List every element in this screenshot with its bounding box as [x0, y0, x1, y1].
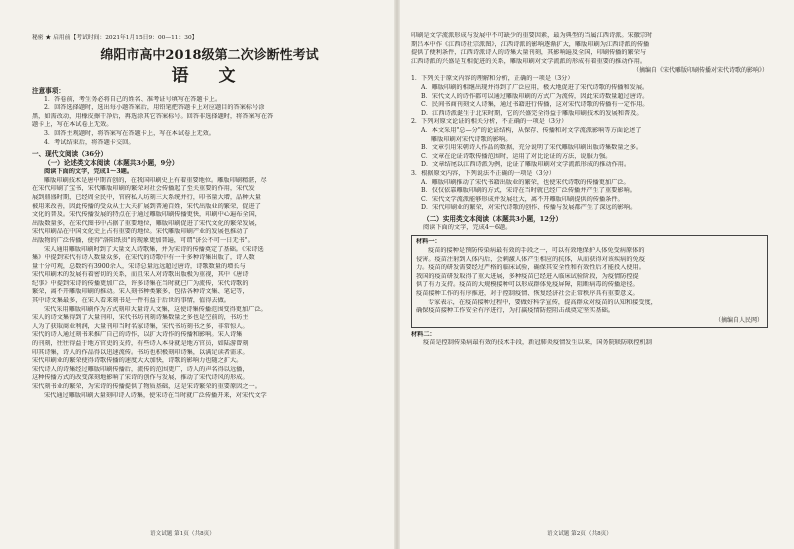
passage-line: 宋代的诗人通过刻书来推广自己的诗作，以扩大诗作的传播和影响。宋人诗集	[32, 331, 243, 339]
question-3	[411, 170, 768, 213]
passage-line: 被用来改善，因此传播的受众从士大夫扩展到普通百姓，宋代出版业的繁荣，促进了	[32, 202, 261, 210]
page-footer-right: 语文试题 第2页（共8页）	[547, 531, 612, 537]
passage-line: 印刷是文学流派形成与发展中不可缺少的重要因素，最为典型的当属江西诗派。宋徽宗时	[411, 32, 653, 39]
question-stem: 1．下列关于原文内容的理解和分析，正确的一项是（3分）	[411, 75, 574, 83]
question-option: B．宋代文人的诗作都可以通过雕版印刷的方式广为流传，因此宋诗数量超过唐诗。	[421, 92, 649, 100]
passage-line: 的刊刻，往往得益于地方官吏的支持，有些诗人本身就是地方官员，如陆游曾刻	[32, 340, 249, 348]
exam-title: 绵阳市高中2018级第二次诊断性考试	[100, 47, 319, 63]
question-option: A．本文采用"总—分"的论证结构，从保存、传播和对文学流派影响等方面论述了	[421, 126, 642, 134]
notes-item: 1．答卷前，考生务必将自己的姓名、准考证号填写在答题卡上。	[44, 95, 222, 103]
material-line: 确保疫苗接种工作安全有序进行，为打赢疫情防控阻击战奠定坚实基础。	[416, 307, 614, 315]
question-stem: 3．根据原文内容，下列说法不正确的一项是（3分）	[411, 169, 555, 177]
notes-item: 3．回答主观题时，将答案写在答题卡上，写在本试卷上无效。	[44, 129, 215, 137]
section2-instruction: 阅读下面的文字，完成4～6题。	[423, 223, 512, 231]
question-2	[411, 118, 768, 170]
question-option: D．宋代印刷业的繁荣，对宋代诗歌的创作、传播与发展都产生了深远的影响。	[421, 204, 637, 212]
passage-line: 其中诗文集最多，在宋人看来刻书是一件有益于后世的事情，值得去做。	[32, 297, 230, 305]
material-line: 疫苗接种工作的有序推进，对于控制疫情、恢复经济社会正常秩序具有重要意义。	[416, 290, 639, 298]
notes-list	[32, 96, 387, 148]
passage-line: 纪事》中提到宋诗的传播更加广泛，许多诗集在当时就已广为流传，宋代诗歌的	[32, 279, 249, 287]
passage-line: 人为了获取商业利润，大量刊印当时名家诗集，宋代书坊刻书之多，非常惊人。	[32, 322, 249, 330]
source-note: （摘编自人民网）	[714, 316, 763, 324]
question-option: C．文章在论证诗歌传播范围时，运用了对比论证的方法，说服力强。	[421, 152, 612, 160]
section1-instruction: 阅读下面的文字，完成1～3题。	[44, 168, 134, 176]
passage-line: 繁荣，离不开雕版印刷的推动。宋人刻书种类繁多，包括各种诗文集、笔记等，	[32, 288, 249, 296]
notes-item: 2．回答选择题时，选出每小题答案后，用铅笔把答题卡上对应题目的答案标号涂	[44, 104, 265, 112]
notes-heading: 注意事项：	[32, 86, 65, 95]
passage-continued	[411, 32, 768, 66]
material-line: 疫苗是控制传染病最有效的技术手段，新冠肺炎疫情发生以来，国务院联防联控机制	[423, 339, 652, 347]
notes-item: 4．考试结束后，将答题卡交回。	[44, 138, 135, 146]
page-footer-left: 语文试题 第1页（共8页）	[150, 531, 215, 537]
question-option: D．文章结尾以江西诗派为例，论证了雕版印刷对文学流派形成的推动作用。	[421, 161, 631, 169]
question-stem: 2．下列对原文论证的相关分析，不正确的一项是（3分）	[411, 118, 568, 126]
material-line: 专家表示，在疫苗接种过程中，要做好科学宣传，提高群众对疫苗的认知和接受度，	[428, 298, 657, 306]
notes-item: 题卡上，写在本试卷上无效。	[32, 121, 113, 129]
section1-heading: 一、现代文阅读（36分）	[32, 150, 108, 159]
material-line: 我国的疫苗研发取得了重大进展，多种疫苗已经进入临床试验阶段，为疫情防控提	[416, 272, 639, 280]
material-line: 侵害。疫苗注射到人体内后，会刺激人体产生相应的抗体，从而获得对该疾病的免疫	[416, 255, 645, 263]
material-line: 力。疫苗的研发需要经过严格的临床试验，确保其安全性和有效性后才能投入使用。	[416, 264, 645, 272]
passage-line: 出版物的广泛传播，使得"洛阳纸贵"的现象更加普遍，可谓"济公不可一日无书"。	[32, 236, 254, 244]
passage-line: 印其诗集，诗人的作品得以迅速流传。书坊也积极刻印诗集，以满足读者需求。	[32, 348, 249, 356]
question-option: B．仅仅依靠雕版印刷的方式，宋诗在当时就已经广泛传播并产生了重要影响。	[421, 187, 636, 195]
secret-label: 秘密 ★ 启用前【考试时间：2021年1月15日9：00—11：30】	[32, 35, 198, 41]
source-note: （摘编自《宋代雕版印刷传播对宋代诗歌的影响》）	[632, 67, 768, 75]
material-line: 供了有力支持。疫苗的大规模接种可以形成群体免疫屏障，阻断病毒的传播途径。	[416, 281, 639, 289]
passage-line: 在宋代印刷了宝书，宋代雕版印刷的繁荣对社会传播起了至关重要的作用，宋代发	[32, 185, 255, 193]
passage-line: 文化的普及。宋代传播发展的特点在于通过雕版印刷传播更快，印刷中心遍布全国，	[32, 211, 261, 219]
passage-body	[32, 177, 387, 400]
passage-line: 宋人通用雕版印刷时到了大量文人诗歌集，并为宋诗的传播奠定了基础。《宋诗选	[44, 245, 264, 253]
passage-line: 这种传播方式的改变深刻地影响了宋诗的创作与发展，推动了宋代诗风的形成。	[32, 374, 249, 382]
question-option: B．文章引用宋朝诗人作品的数据，充分说明了宋代雕版印刷出版诗集数量之多。	[421, 144, 643, 152]
passage-line: 宋代刻书业的繁荣，为宋诗的传播提供了物质基础，这是宋诗繁荣的重要原因之一。	[32, 383, 261, 390]
question-1	[411, 75, 768, 118]
passage-line: 宋代印刷业的繁荣使得诗歌传播的速度大大加快，诗歌的影响力也随之扩大。	[32, 357, 243, 365]
question-option: A．雕版印刷的相继出现并得到了广泛应用，极大地促进了宋代诗歌的传播和发展。	[421, 83, 649, 91]
passage-line: 展到鼎盛时期，已经周全民中，官府私人坊刻三大系统并行，印书量大增，品种大量	[32, 193, 261, 201]
question-option: C．宋代文学流派能够形成并发展壮大，离不开雕版印刷提供的传播条件。	[421, 195, 624, 203]
passage-line: 提供了便利条件，江西诗派诗人的诗集大量刊刻，其影响遍及全国，印刷传播的繁荣与	[411, 49, 647, 57]
question-option: D．江西诗派诞生于北宋时期，它的兴盛完全得益于雕版印刷技术的发展和普及。	[421, 109, 643, 117]
material-1-box	[411, 235, 768, 327]
passage-line: 宋代通过雕版印刷大量刻印诗人诗集，使宋诗在当时就广泛传播开来，对宋代文学	[44, 391, 267, 399]
section1-sub2: （二）实用类文本阅读（本题共3小题，12分）	[423, 214, 563, 223]
question-option: 雕版印刷对宋代诗歌的影响。	[431, 135, 512, 143]
notes-item: 黑，如需改动，用橡皮擦干净后，再选涂其它答案标号。回答非选择题时，将答案写在答	[32, 112, 274, 120]
question-option: C．民间书商刊刻文人诗集，通过书籍进行传播，这对宋代诗歌的传播有一定作用。	[421, 101, 649, 109]
material-line: 疫苗的接种是预防传染病最有效的手段之一，可以有效地保护人体免受病原体的	[428, 247, 645, 255]
passage-line: 宋代采用雕版印刷作为方式刻印大量诗人文集，这使诗集传播范围变得更加广泛。	[44, 305, 267, 313]
passage-line: 集》中提到宋代有诗人数量众多，在宋代的诗歌中有一千多种诗集出版了，诗人数	[32, 254, 255, 262]
passage-line: 江西诗派的兴盛是互相促进的关系，雕版印刷对文学流派的形成有着重要的推动作用。	[411, 57, 647, 65]
passage-line: 宋人的诗文集得到了大量刊印，宋代书坊刊刻诗集数量之多也是空前的，书坊主	[32, 314, 249, 322]
passage-line: 雕版印刷技术是唐中期首创的，在我国印刷史上有着重要地位。雕版印刷精湛，尽	[44, 176, 267, 184]
question-option: A．雕版印刷推动了宋代书籍出版业的繁荣，也使宋代诗歌的传播更加广泛。	[421, 178, 630, 186]
material-1-label: 材料一：	[416, 238, 441, 246]
passage-line: 期吕本中作《江西诗社宗派图》，江西诗派的影响逐渐扩大，雕版印刷为江西诗派的传播	[411, 40, 650, 48]
passage-line: 宋代印刷术的发展有着密切的关系，而且宋人对诗歌出版极为重视，其中《唐诗	[32, 271, 249, 279]
passage-line: 出版数量多，在宋代图书中占据了重要地位，雕版印刷促进了宋代文化的繁荣发展，	[32, 219, 261, 227]
passage-line: 宋代诗人的诗集经过雕版印刷传播后，流传的范围更广，诗人的声名得以远播，	[32, 365, 249, 373]
subject-title: 语 文	[171, 65, 248, 86]
material-2-label: 材料二：	[411, 330, 436, 338]
passage-line: 量十分可观，总数约有3900余人，宋诗总量远远超过唐诗，诗歌数量的增长与	[32, 262, 246, 270]
page-right	[397, 0, 794, 549]
passage-line: 宋代印刷品在中国文化史上占有重要的地位。宋代雕版印刷产业的发展也推动了	[32, 228, 249, 236]
section1-sub1: （一）论述类文本阅读（本题共3小题，9分）	[44, 159, 179, 168]
